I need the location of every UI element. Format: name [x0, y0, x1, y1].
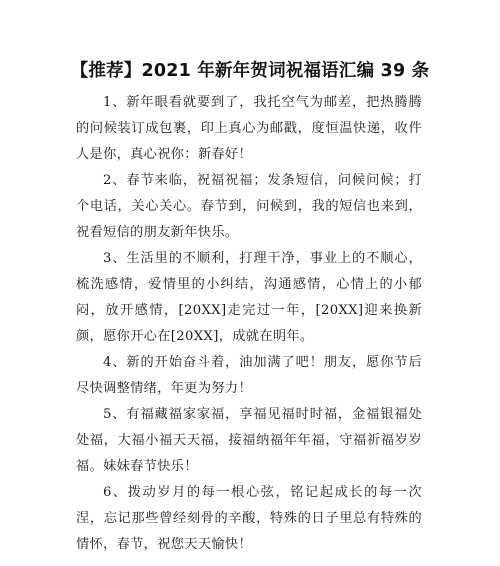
blessing-paragraph-5: 5、有福藏福家家福，享福见福时时福，金福银福处处福，大福小福天天福，接福纳福年年福，守福祈福岁岁福。妹妹春节快乐！	[76, 407, 422, 474]
blessing-paragraph-2: 2、春节来临，祝福祝福；发条短信，问候问候；打个电话，关心关心。春节到，问候到，我的短信也来到，祝看短信的朋友新年快乐。	[76, 173, 422, 240]
document-body	[76, 90, 422, 558]
blessing-paragraph-1: 1、新年眼看就要到了，我托空气为邮差，把热腾腾的问候装订成包裹，印上真心为邮戳，度恒温快递，收件人是你，真心祝你：新春好！	[76, 95, 422, 162]
document-title: 【推荐】2021 年新年贺词祝福语汇编 39 条	[70, 61, 430, 81]
blessing-paragraph-6: 6、拨动岁月的每一根心弦，铭记起成长的每一次涅，忘记那些曾经刻骨的辛酸，特殊的日子里总有特殊的情怀，春节，祝您天天愉快！	[76, 485, 422, 552]
blessing-paragraph-3: 3、生活里的不顺利，打理干净，事业上的不顺心，梳洗感情，爱情里的小纠结，沟通感情，心情上的小郁闷，放开感情，[20XX]走完过一年，[20XX]迎来换新颜，愿你开心在[20XX]，成就在明年。	[76, 251, 422, 344]
blessing-paragraph-4: 4、新的开始奋斗着，油加满了吧！朋友，愿你节后尽快调整情绪，年更为努力！	[76, 355, 422, 396]
